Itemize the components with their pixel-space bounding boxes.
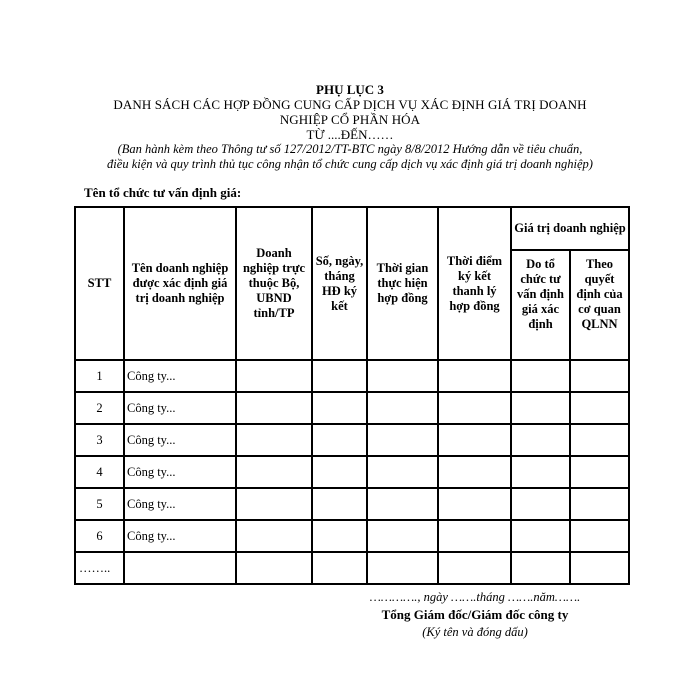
row-enterprise-name: Công ty... [124, 392, 236, 424]
empty-cell [438, 360, 511, 392]
empty-cell [312, 552, 367, 584]
header-liquidation-time: Thời điểm ký kết thanh lý hợp đồng [438, 207, 511, 360]
empty-cell [312, 360, 367, 392]
row-stt: 6 [75, 520, 124, 552]
consulting-org-label: Tên tổ chức tư vấn định giá: [84, 185, 242, 200]
empty-cell [124, 552, 236, 584]
row-stt: 1 [75, 360, 124, 392]
document-title-line-2: NGHIỆP CỔ PHẦN HÓA [279, 112, 421, 127]
empty-cell [438, 456, 511, 488]
empty-cell [367, 552, 438, 584]
table-row [75, 360, 629, 392]
header-value-by-consultant: Do tổ chức tư vấn định giá xác định [511, 250, 570, 360]
empty-cell [367, 360, 438, 392]
empty-cell [570, 456, 629, 488]
header-contract-number-date: Số, ngày, tháng HĐ ký kết [312, 207, 367, 360]
row-stt: 4 [75, 456, 124, 488]
empty-cell [236, 488, 312, 520]
row-enterprise-name: Công ty... [124, 360, 236, 392]
signature-note: (Ký tên và đóng dấu) [422, 625, 528, 639]
empty-cell [438, 520, 511, 552]
row-stt: 5 [75, 488, 124, 520]
empty-cell [312, 424, 367, 456]
row-enterprise-name: Công ty... [124, 424, 236, 456]
legal-basis-note-line-2: điều kiện và quy trình thủ tục công nhận tổ chức cung cấp dịch vụ xác định giá trị doanh nghiệp) [107, 157, 593, 171]
empty-cell [367, 392, 438, 424]
header-contract-duration: Thời gian thực hiện hợp đồng [367, 207, 438, 360]
contracts-table [74, 206, 630, 585]
table-row [75, 520, 629, 552]
empty-cell [312, 520, 367, 552]
row-enterprise-name: Công ty... [124, 520, 236, 552]
empty-cell [570, 520, 629, 552]
empty-cell [570, 552, 629, 584]
empty-cell [438, 552, 511, 584]
table-row [75, 488, 629, 520]
empty-cell [236, 456, 312, 488]
empty-cell [511, 488, 570, 520]
empty-cell [367, 424, 438, 456]
empty-cell [367, 488, 438, 520]
table-row-continuation [75, 552, 629, 584]
table-row [75, 392, 629, 424]
appendix-label: PHỤ LỤC 3 [316, 82, 384, 97]
empty-cell [312, 488, 367, 520]
empty-cell [312, 456, 367, 488]
title-block [70, 82, 630, 172]
empty-cell [511, 552, 570, 584]
header-direct-unit: Doanh nghiệp trực thuộc Bộ, UBND tỉnh/TP [236, 207, 312, 360]
date-line: …………., ngày …….tháng …….năm……. [369, 590, 581, 604]
empty-cell [438, 488, 511, 520]
reporting-period: TỪ ....ĐẾN…… [306, 127, 394, 142]
empty-cell [511, 424, 570, 456]
empty-cell [236, 424, 312, 456]
empty-cell [511, 360, 570, 392]
empty-cell [438, 392, 511, 424]
row-stt: 3 [75, 424, 124, 456]
header-enterprise-name: Tên doanh nghiệp được xác định giá trị doanh nghiệp [124, 207, 236, 360]
empty-cell [236, 552, 312, 584]
empty-cell [367, 520, 438, 552]
empty-cell [236, 520, 312, 552]
empty-cell [438, 424, 511, 456]
continuation-dots: …….. [75, 552, 124, 584]
row-enterprise-name: Công ty... [124, 488, 236, 520]
empty-cell [570, 488, 629, 520]
empty-cell [511, 456, 570, 488]
header-enterprise-value-group: Giá trị doanh nghiệp [511, 207, 629, 250]
legal-basis-note-line-1: (Ban hành kèm theo Thông tư số 127/2012/TT-BTC ngày 8/8/2012 Hướng dẫn về tiêu chuẩn, [117, 142, 583, 156]
document-title-line-1: DANH SÁCH CÁC HỢP ĐỒNG CUNG CẤP DỊCH VỤ XÁC ĐỊNH GIÁ TRỊ DOANH [113, 97, 587, 112]
table-row [75, 456, 629, 488]
empty-cell [570, 392, 629, 424]
signer-title: Tổng Giám đốc/Giám đốc công ty [381, 607, 569, 622]
empty-cell [367, 456, 438, 488]
empty-cell [236, 392, 312, 424]
header-stt: STT [75, 207, 124, 360]
table-row [75, 424, 629, 456]
empty-cell [570, 360, 629, 392]
empty-cell [511, 392, 570, 424]
empty-cell [511, 520, 570, 552]
row-stt: 2 [75, 392, 124, 424]
empty-cell [236, 360, 312, 392]
empty-cell [312, 392, 367, 424]
row-enterprise-name: Công ty... [124, 456, 236, 488]
table-body [75, 360, 629, 584]
header-value-by-decision: Theo quyết định của cơ quan QLNN [570, 250, 629, 360]
empty-cell [570, 424, 629, 456]
signature-block [330, 589, 620, 640]
